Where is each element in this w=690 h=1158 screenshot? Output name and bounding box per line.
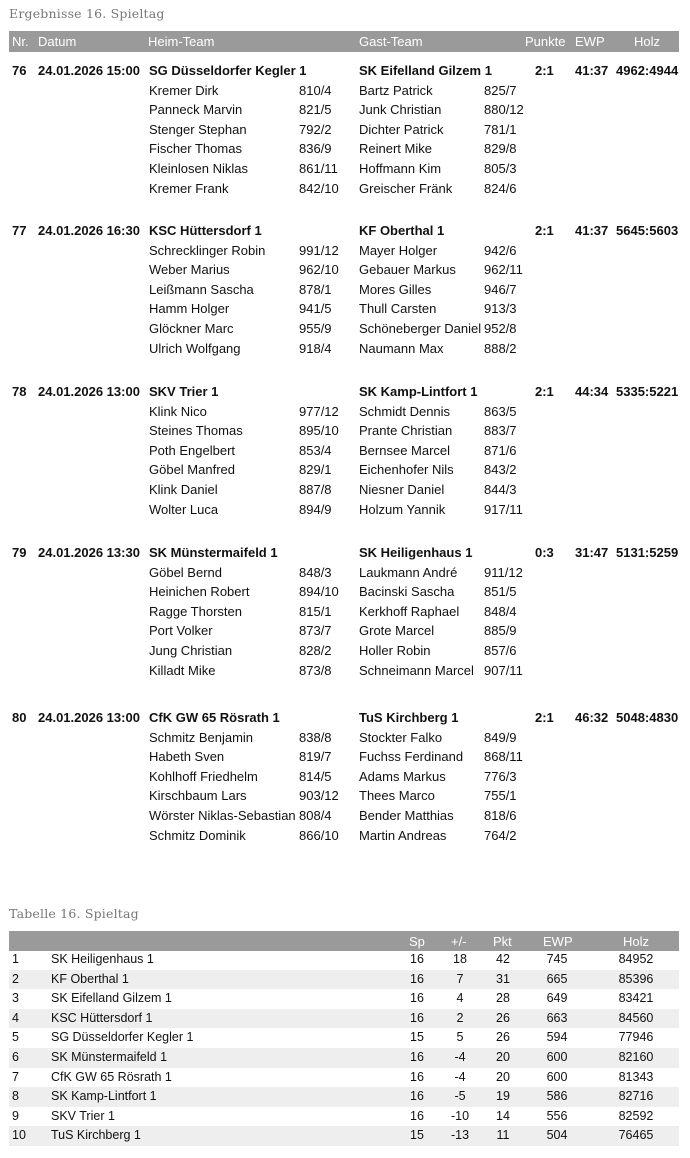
- guest-player-score: 868/11: [484, 749, 523, 765]
- match-holz: 5335:5221: [616, 384, 679, 399]
- guest-player-name: Kerkhoff Raphael: [359, 603, 460, 619]
- match-ewp: 41:37: [575, 223, 609, 238]
- match-summary-row: [0, 545, 690, 565]
- col-ewp: EWP: [543, 934, 573, 949]
- standings-pkt: 20: [496, 1069, 510, 1084]
- home-player-score: 894/9: [299, 501, 332, 517]
- standings-ewp: 665: [546, 971, 568, 986]
- match-ewp: 41:37: [575, 63, 609, 78]
- match-ewp: 44:34: [575, 384, 609, 399]
- guest-player-score: 764/2: [484, 827, 517, 843]
- home-player-score: 848/3: [299, 564, 332, 580]
- standings-team: SG Düsseldorfer Kegler 1: [51, 1030, 194, 1045]
- home-team: SK Münstermaifeld 1: [149, 545, 278, 560]
- home-player-name: Ulrich Wolfgang: [149, 340, 241, 356]
- guest-player-score: 913/3: [484, 301, 517, 317]
- col-holz: Holz: [634, 34, 661, 49]
- guest-player-name: Greischer Fränk: [359, 180, 453, 196]
- standings-pkt: 42: [496, 952, 510, 966]
- guest-player-score: 781/1: [484, 121, 517, 137]
- guest-player-name: Schmidt Dennis: [359, 403, 451, 419]
- guest-player-score: 888/2: [484, 340, 517, 356]
- home-team: SG Düsseldorfer Kegler 1: [149, 63, 307, 78]
- home-player-name: Wörster Niklas-Sebastian: [149, 808, 296, 823]
- home-player-score: 887/8: [299, 482, 332, 497]
- home-player-name: Panneck Marvin: [149, 102, 243, 118]
- standings-row: [9, 989, 679, 1009]
- guest-player-name: Hoffmann Kim: [359, 161, 442, 176]
- home-player-name: Göbel Bernd: [149, 564, 222, 580]
- match-holz: 5645:5603: [616, 223, 679, 238]
- home-player-name: Heinichen Robert: [149, 584, 250, 600]
- guest-player-name: Thees Marco: [359, 788, 435, 804]
- standings-pkt: 26: [496, 1010, 510, 1025]
- home-player-name: Fischer Thomas: [149, 141, 242, 157]
- guest-player-score: 857/6: [484, 643, 517, 658]
- home-player-score: 894/10: [299, 584, 339, 600]
- results-title: Ergebnisse 16. Spieltag: [9, 6, 165, 21]
- standings-sp: 16: [410, 1069, 424, 1084]
- home-player-score: 977/12: [299, 403, 339, 419]
- guest-player-score: 825/7: [484, 82, 517, 98]
- standings-row: [9, 1068, 679, 1088]
- guest-player-score: 843/2: [484, 462, 517, 478]
- guest-player-name: Thull Carsten: [359, 301, 437, 317]
- player-row: [0, 462, 690, 482]
- guest-player-name: Naumann Max: [359, 340, 444, 356]
- player-row: [0, 181, 690, 201]
- standings-holz: 84560: [618, 1010, 654, 1025]
- standings-team: CfK GW 65 Rösrath 1: [51, 1069, 172, 1084]
- standings-team: SK Münstermaifeld 1: [51, 1050, 168, 1064]
- guest-player-score: 824/6: [484, 180, 517, 196]
- match-points: 2:1: [535, 223, 554, 238]
- match-nr: 80: [12, 710, 27, 725]
- standings-pkt: 31: [496, 971, 510, 986]
- guest-player-score: 885/9: [484, 623, 517, 639]
- match-date: 24.01.2026 13:00: [38, 384, 140, 399]
- guest-player-name: Martin Andreas: [359, 827, 447, 843]
- player-row: [0, 565, 690, 585]
- home-player-score: 815/1: [299, 603, 332, 619]
- guest-player-score: 880/12: [484, 102, 524, 118]
- player-row: [0, 482, 690, 502]
- standings-row: [9, 970, 679, 990]
- standings-holz: 83421: [618, 991, 654, 1006]
- player-row: [0, 663, 690, 683]
- player-row: [0, 321, 690, 341]
- home-player-name: Klink Daniel: [149, 482, 218, 497]
- player-row: [0, 730, 690, 750]
- match-holz: 5048:4830: [616, 710, 679, 725]
- home-player-score: 819/7: [299, 749, 332, 765]
- guest-player-name: Bacinski Sascha: [359, 584, 455, 600]
- table-header: [9, 931, 679, 951]
- results-header: [9, 31, 679, 52]
- home-player-name: Steines Thomas: [149, 423, 243, 439]
- guest-player-name: Eichenhofer Nils: [359, 462, 454, 478]
- standings-sp: 16: [410, 1089, 424, 1104]
- guest-player-score: 962/11: [484, 262, 523, 278]
- standings-diff: 4: [456, 991, 464, 1006]
- standings-diff: -10: [450, 1108, 470, 1123]
- player-row: [0, 749, 690, 769]
- home-player-score: 903/12: [299, 788, 339, 804]
- col-sp: Sp: [409, 934, 425, 949]
- home-team: SKV Trier 1: [149, 384, 219, 399]
- standings-ewp: 504: [546, 1128, 568, 1143]
- standings-holz: 81343: [618, 1069, 654, 1084]
- home-team: KSC Hüttersdorf 1: [149, 223, 262, 238]
- standings-ewp: 594: [546, 1030, 568, 1045]
- home-player-name: Weber Marius: [149, 262, 230, 278]
- home-player-score: 829/1: [299, 462, 332, 478]
- home-player-name: Port Volker: [149, 623, 213, 639]
- col-gast: Gast-Team: [359, 34, 423, 49]
- guest-player-name: Reinert Mike: [359, 141, 432, 157]
- standings-row: [9, 1126, 679, 1146]
- home-player-name: Kirschbaum Lars: [149, 788, 247, 804]
- match-date: 24.01.2026 13:30: [38, 545, 140, 560]
- match-points: 2:1: [535, 710, 554, 725]
- guest-player-name: Bernsee Marcel: [359, 442, 451, 458]
- player-row: [0, 788, 690, 808]
- home-player-score: 821/5: [299, 102, 332, 118]
- player-row: [0, 604, 690, 624]
- standings-row: [9, 1028, 679, 1048]
- home-team: CfK GW 65 Rösrath 1: [149, 710, 280, 725]
- standings-holz: 84952: [618, 952, 654, 966]
- match-date: 24.01.2026 15:00: [38, 63, 140, 78]
- standings-pos: 9: [12, 1108, 19, 1123]
- home-player-score: 836/9: [299, 141, 332, 157]
- home-player-name: Kremer Frank: [149, 180, 229, 196]
- guest-player-score: 805/3: [484, 161, 517, 176]
- standings-pos: 6: [12, 1050, 19, 1064]
- home-player-score: 918/4: [299, 340, 332, 356]
- standings-team: SK Kamp-Lintfort 1: [51, 1089, 157, 1104]
- home-player-score: 866/10: [299, 827, 339, 843]
- match-nr: 77: [12, 223, 27, 238]
- home-player-name: Habeth Sven: [149, 749, 225, 765]
- guest-player-name: Mores Gilles: [359, 281, 432, 297]
- guest-player-name: Prante Christian: [359, 423, 453, 439]
- standings-row: [9, 1009, 679, 1029]
- standings-pkt: 11: [496, 1128, 510, 1143]
- standings-sp: 16: [410, 1108, 424, 1123]
- match-points: 2:1: [535, 63, 554, 78]
- standings-pos: 10: [12, 1128, 26, 1143]
- match-nr: 79: [12, 545, 27, 560]
- home-player-score: 861/11: [299, 161, 338, 176]
- player-row: [0, 502, 690, 522]
- guest-player-score: 755/1: [484, 788, 517, 804]
- standings-pos: 4: [12, 1010, 19, 1025]
- standings-diff: -4: [454, 1050, 466, 1064]
- home-player-score: 991/12: [299, 242, 339, 258]
- player-row: [0, 161, 690, 181]
- player-row: [0, 122, 690, 142]
- guest-team: SK Kamp-Lintfort 1: [359, 384, 478, 399]
- standings-holz: 82160: [618, 1050, 654, 1064]
- standings-sp: 16: [410, 952, 424, 966]
- guest-player-score: 863/5: [484, 403, 517, 419]
- home-player-score: 962/10: [299, 262, 339, 278]
- col-heim: Heim-Team: [148, 34, 215, 49]
- guest-player-name: Stockter Falko: [359, 729, 443, 745]
- guest-player-name: Dichter Patrick: [359, 121, 444, 137]
- guest-player-score: 776/3: [484, 768, 517, 784]
- standings-pos: 1: [12, 952, 19, 966]
- match-date: 24.01.2026 16:30: [38, 223, 140, 238]
- home-player-name: Stenger Stephan: [149, 121, 247, 137]
- standings-holz: 82716: [618, 1089, 654, 1104]
- standings-sp: 16: [410, 1050, 424, 1064]
- guest-player-score: 917/11: [484, 501, 523, 517]
- standings-pkt: 28: [496, 991, 510, 1006]
- player-row: [0, 808, 690, 828]
- match-holz: 4962:4944: [616, 63, 679, 78]
- table-title: Tabelle 16. Spieltag: [9, 906, 139, 921]
- col-diff: +/-: [451, 934, 467, 949]
- guest-player-score: 946/7: [484, 281, 517, 297]
- home-player-score: 808/4: [299, 808, 332, 823]
- match-summary-row: [0, 63, 690, 83]
- player-row: [0, 828, 690, 848]
- col-holz: Holz: [623, 934, 650, 949]
- home-player-name: Schmitz Benjamin: [149, 729, 254, 745]
- guest-player-score: 844/3: [484, 482, 517, 497]
- home-player-score: 842/10: [299, 180, 339, 196]
- guest-player-name: Fuchss Ferdinand: [359, 749, 464, 765]
- standings-holz: 82592: [618, 1108, 654, 1123]
- match-ewp: 31:47: [575, 545, 609, 560]
- match-summary-row: [0, 384, 690, 404]
- guest-player-score: 871/6: [484, 442, 517, 458]
- player-row: [0, 341, 690, 361]
- col-ewp: EWP: [575, 34, 605, 49]
- home-player-name: Klink Nico: [149, 403, 207, 419]
- guest-player-name: Holzum Yannik: [359, 501, 446, 517]
- home-player-score: 828/2: [299, 643, 332, 658]
- standings-ewp: 556: [546, 1108, 568, 1123]
- player-row: [0, 102, 690, 122]
- standings-sp: 16: [410, 991, 424, 1006]
- home-player-name: Poth Engelbert: [149, 442, 236, 458]
- standings-team: KSC Hüttersdorf 1: [51, 1010, 153, 1025]
- match-nr: 76: [12, 63, 27, 78]
- guest-player-name: Mayer Holger: [359, 242, 438, 258]
- standings-pkt: 14: [496, 1108, 510, 1123]
- standings-pos: 3: [12, 991, 19, 1006]
- standings-sp: 15: [410, 1030, 424, 1045]
- guest-player-score: 942/6: [484, 242, 517, 258]
- player-row: [0, 443, 690, 463]
- home-player-name: Schmitz Dominik: [149, 827, 246, 843]
- standings-pkt: 19: [496, 1089, 510, 1104]
- home-player-name: Göbel Manfred: [149, 462, 235, 478]
- home-player-score: 895/10: [299, 423, 339, 439]
- standings-pkt: 20: [496, 1050, 510, 1064]
- match-holz: 5131:5259: [616, 545, 679, 560]
- standings-ewp: 745: [546, 952, 568, 966]
- match-ewp: 46:32: [575, 710, 609, 725]
- guest-team: TuS Kirchberg 1: [359, 710, 459, 725]
- home-player-score: 792/2: [299, 121, 332, 137]
- guest-team: KF Oberthal 1: [359, 223, 445, 238]
- player-row: [0, 404, 690, 424]
- col-punkte: Punkte: [525, 34, 566, 49]
- standings-sp: 16: [410, 971, 424, 986]
- guest-player-name: Schneimann Marcel: [359, 662, 474, 678]
- guest-player-name: Junk Christian: [359, 102, 442, 118]
- guest-player-score: 952/8: [484, 321, 517, 336]
- player-row: [0, 243, 690, 263]
- standings-row: [9, 1048, 679, 1068]
- match-date: 24.01.2026 13:00: [38, 710, 140, 725]
- guest-player-name: Niesner Daniel: [359, 482, 445, 497]
- guest-player-name: Adams Markus: [359, 768, 446, 784]
- home-player-score: 873/8: [299, 662, 332, 678]
- standings-row: [9, 1107, 679, 1127]
- guest-player-score: 911/12: [484, 564, 523, 580]
- guest-team: SK Eifelland Gilzem 1: [359, 63, 492, 78]
- player-row: [0, 423, 690, 443]
- home-player-score: 810/4: [299, 82, 332, 98]
- home-player-name: Hamm Holger: [149, 301, 230, 317]
- standings-diff: 5: [456, 1030, 464, 1045]
- guest-player-score: 829/8: [484, 141, 517, 157]
- standings-team: TuS Kirchberg 1: [51, 1128, 141, 1143]
- guest-player-score: 848/4: [484, 603, 517, 619]
- standings-holz: 76465: [618, 1128, 654, 1143]
- col-datum: Datum: [38, 34, 77, 49]
- guest-player-name: Schöneberger Daniel: [359, 321, 482, 336]
- standings-pos: 2: [12, 971, 19, 986]
- standings-ewp: 663: [546, 1010, 568, 1025]
- standings-pos: 8: [12, 1089, 19, 1104]
- guest-player-name: Grote Marcel: [359, 623, 435, 639]
- guest-player-name: Bartz Patrick: [359, 82, 433, 98]
- match-points: 2:1: [535, 384, 554, 399]
- guest-player-name: Bender Matthias: [359, 808, 454, 823]
- standings-ewp: 600: [546, 1069, 568, 1084]
- player-row: [0, 769, 690, 789]
- standings-ewp: 649: [546, 991, 568, 1006]
- home-player-score: 955/9: [299, 321, 332, 336]
- guest-player-name: Holler Robin: [359, 643, 431, 658]
- standings-diff: -4: [454, 1069, 466, 1084]
- player-row: [0, 584, 690, 604]
- player-row: [0, 643, 690, 663]
- guest-player-score: 883/7: [484, 423, 517, 439]
- player-row: [0, 83, 690, 103]
- home-player-name: Ragge Thorsten: [149, 603, 242, 619]
- guest-player-name: Laukmann André: [359, 564, 458, 580]
- standings-diff: -13: [450, 1128, 470, 1143]
- standings-pkt: 26: [496, 1030, 510, 1045]
- standings-holz: 85396: [618, 971, 654, 986]
- player-row: [0, 141, 690, 161]
- guest-team: SK Heiligenhaus 1: [359, 545, 473, 560]
- guest-player-score: 907/11: [484, 662, 523, 678]
- player-row: [0, 282, 690, 302]
- match-points: 0:3: [535, 545, 554, 560]
- standings-row: [9, 950, 679, 970]
- home-player-score: 853/4: [299, 442, 332, 458]
- home-player-name: Jung Christian: [149, 643, 233, 658]
- home-player-name: Leißmann Sascha: [149, 281, 254, 297]
- player-row: [0, 623, 690, 643]
- standings-pos: 7: [12, 1069, 19, 1084]
- col-nr: Nr.: [12, 34, 29, 49]
- home-player-score: 878/1: [299, 281, 332, 297]
- match-nr: 78: [12, 384, 27, 399]
- col-pkt: Pkt: [493, 934, 512, 949]
- standings-diff: 18: [453, 952, 467, 966]
- standings-holz: 77946: [618, 1030, 654, 1045]
- home-player-name: Kohlhoff Friedhelm: [149, 768, 258, 784]
- match-summary-row: [0, 223, 690, 243]
- standings-ewp: 586: [546, 1089, 568, 1104]
- guest-player-score: 851/5: [484, 584, 517, 600]
- standings-ewp: 600: [546, 1050, 568, 1064]
- player-row: [0, 262, 690, 282]
- standings-team: SK Heiligenhaus 1: [51, 952, 154, 966]
- standings-sp: 16: [410, 1010, 424, 1025]
- standings-team: KF Oberthal 1: [51, 971, 129, 986]
- standings-pos: 5: [12, 1030, 19, 1045]
- standings-team: SK Eifelland Gilzem 1: [51, 991, 172, 1006]
- home-player-name: Schrecklinger Robin: [149, 242, 266, 258]
- standings-diff: 7: [456, 971, 464, 986]
- home-player-name: Wolter Luca: [149, 501, 219, 517]
- home-player-name: Killadt Mike: [149, 662, 216, 678]
- home-player-name: Glöckner Marc: [149, 321, 234, 336]
- guest-player-name: Gebauer Markus: [359, 262, 456, 278]
- standings-team: SKV Trier 1: [51, 1108, 115, 1123]
- standings-diff: 2: [456, 1010, 464, 1025]
- player-row: [0, 301, 690, 321]
- standings-row: [9, 1087, 679, 1107]
- home-player-name: Kleinlosen Niklas: [149, 161, 248, 176]
- home-player-score: 941/5: [299, 301, 332, 317]
- home-player-score: 873/7: [299, 623, 332, 639]
- standings-sp: 15: [410, 1128, 424, 1143]
- guest-player-score: 818/6: [484, 808, 517, 823]
- match-summary-row: [0, 710, 690, 730]
- home-player-score: 838/8: [299, 729, 332, 745]
- home-player-name: Kremer Dirk: [149, 82, 219, 98]
- home-player-score: 814/5: [299, 768, 332, 784]
- guest-player-score: 849/9: [484, 729, 517, 745]
- standings-diff: -5: [454, 1089, 466, 1104]
